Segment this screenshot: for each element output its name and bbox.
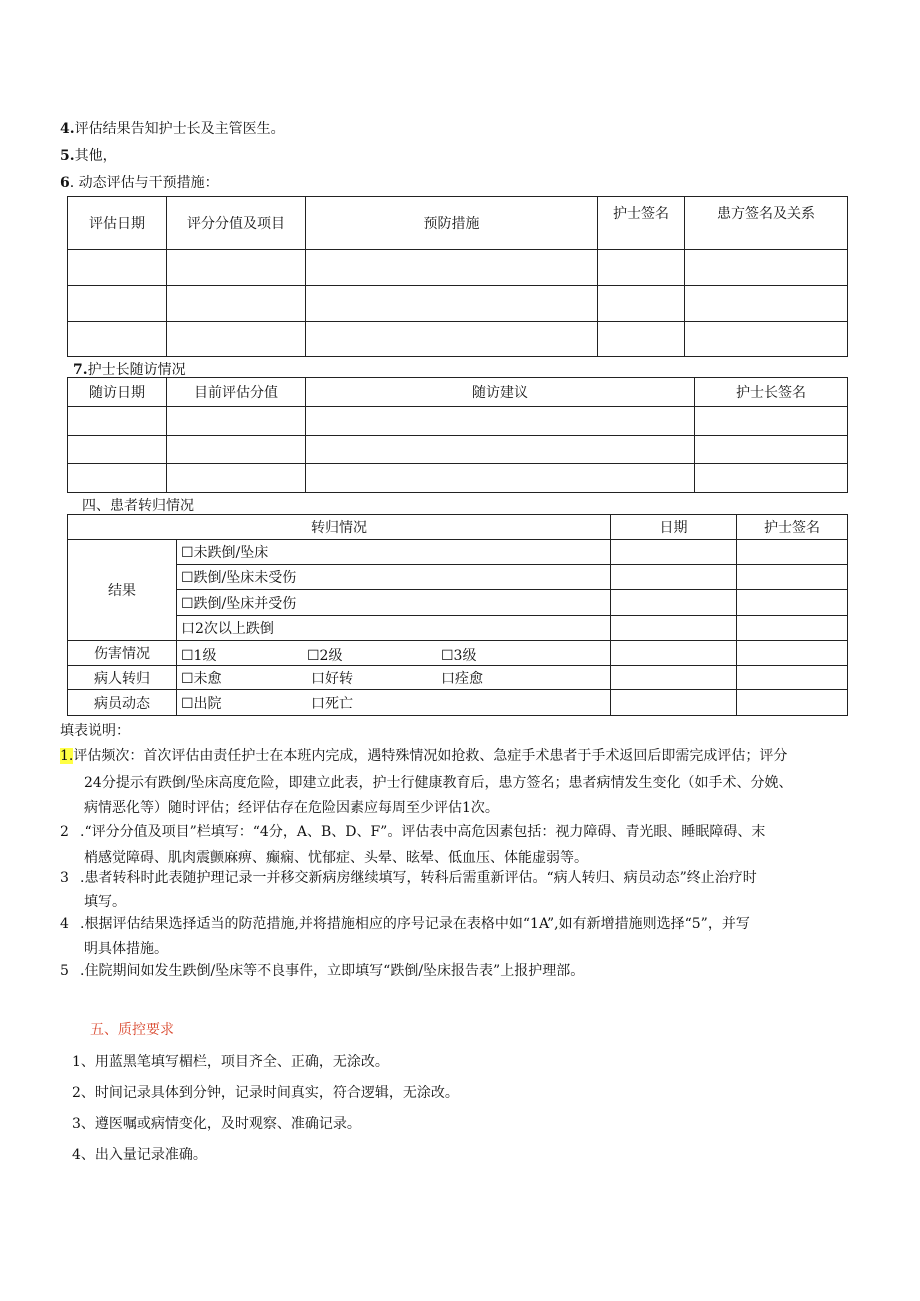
table-row <box>68 464 848 493</box>
cell[interactable] <box>695 436 848 464</box>
note-5-text-1: .住院期间如发生跌倒/坠床等不良事件，立即填写“跌倒/坠床报告表”上报护理部。 <box>80 963 585 979</box>
cell[interactable] <box>685 250 848 286</box>
header-current-score: 目前评估分值 <box>167 378 306 407</box>
cell[interactable] <box>167 250 306 286</box>
cell[interactable] <box>685 286 848 322</box>
cell[interactable] <box>737 616 848 641</box>
qc-title: 五、质控要求 <box>90 1022 174 1038</box>
cell[interactable] <box>68 436 167 464</box>
injury-label: 伤害情况 <box>68 641 177 666</box>
table-row <box>68 286 848 322</box>
note-4-line-1 <box>60 912 750 936</box>
injury-level-3[interactable]: ☐3级 <box>441 648 477 664</box>
cell[interactable] <box>306 250 598 286</box>
note-2-line-1 <box>60 820 765 844</box>
header-nurse-sign: 护士签名 <box>737 515 848 540</box>
note-5-num: 5 <box>60 963 69 979</box>
qc-item-3: 3、遵医嘱或病情变化，及时观察、准确记录。 <box>72 1116 361 1132</box>
table-row <box>68 322 848 357</box>
table-row <box>68 407 848 436</box>
cell[interactable] <box>306 322 598 357</box>
injury-level-2[interactable]: ☐2级 <box>307 648 343 664</box>
status-label: 病员动态 <box>68 690 177 716</box>
cell[interactable] <box>737 565 848 590</box>
cell[interactable] <box>167 436 306 464</box>
cell[interactable] <box>306 436 695 464</box>
note-1-num: 1. <box>60 748 74 764</box>
cell[interactable] <box>737 690 848 716</box>
note-3-num: 3 <box>60 870 69 886</box>
table-row <box>68 250 848 286</box>
result-multiple-falls[interactable]: 口2次以上跌倒 <box>177 616 611 641</box>
note-3-line-1 <box>60 866 757 890</box>
status-deceased[interactable]: 口死亡 <box>311 696 353 712</box>
header-followup-date: 随访日期 <box>68 378 167 407</box>
cell[interactable] <box>68 464 167 493</box>
item-5 <box>60 145 117 165</box>
outcome-improved[interactable]: 口好转 <box>311 671 353 687</box>
cell[interactable] <box>737 666 848 690</box>
note-2-num: 2 <box>60 824 69 840</box>
header-date: 日期 <box>611 515 737 540</box>
cell[interactable] <box>167 322 306 357</box>
note-3-line-2: 填写。 <box>84 894 126 910</box>
cell[interactable] <box>737 590 848 616</box>
cell[interactable] <box>167 464 306 493</box>
header-prevention: 预防措施 <box>306 197 598 250</box>
cell[interactable] <box>685 322 848 357</box>
item-4-text: 评估结果告知护士长及主管医生。 <box>74 121 285 137</box>
result-fallen-injured[interactable]: ☐跌倒/坠床并受伤 <box>177 590 611 616</box>
cell[interactable] <box>306 407 695 436</box>
cell[interactable] <box>611 540 737 565</box>
note-1-line-2: 24分提示有跌倒/坠床高度危险，即建立此表，护士行健康教育后，患方签名；患者病情发生变化（如手术、分娩、 <box>84 775 793 791</box>
cell[interactable] <box>598 322 685 357</box>
cell[interactable] <box>598 250 685 286</box>
followup-table <box>67 377 848 493</box>
cell[interactable] <box>598 286 685 322</box>
item-4-num: 4. <box>60 121 75 137</box>
note-4-text-1: .根据评估结果选择适当的防范措施,并将措施相应的序号记录在表格中如“1A”,如有新增措施则选择“5”，并写 <box>80 916 750 932</box>
status-options <box>177 690 611 716</box>
header-score-items: 评分分值及项目 <box>167 197 306 250</box>
status-discharged[interactable]: ☐出院 <box>181 696 222 712</box>
cell[interactable] <box>306 286 598 322</box>
cell[interactable] <box>737 641 848 666</box>
followup-title-text: 护士长随访情况 <box>87 362 186 378</box>
cell[interactable] <box>611 565 737 590</box>
qc-item-1: 1、用蓝黑笔填写楣栏，项目齐全、正确，无涂改。 <box>72 1054 389 1070</box>
result-not-fallen[interactable]: ☐未跌倒/坠床 <box>177 540 611 565</box>
cell[interactable] <box>68 407 167 436</box>
item-5-text: 其他， <box>74 148 117 164</box>
cell[interactable] <box>611 590 737 616</box>
cell[interactable] <box>68 286 167 322</box>
cell[interactable] <box>695 407 848 436</box>
note-1-line-3: 病情恶化等）随时评估；经评估存在危险因素应每周至少评估1次。 <box>84 800 499 816</box>
followup-title-num: 7. <box>73 362 88 378</box>
result-fallen-uninjured[interactable]: ☐跌倒/坠床未受伤 <box>177 565 611 590</box>
outcome-cured[interactable]: 口痊愈 <box>441 671 483 687</box>
cell[interactable] <box>737 540 848 565</box>
outcome-options <box>177 666 611 690</box>
item-4 <box>60 118 285 138</box>
outcome-not-cured[interactable]: ☐未愈 <box>181 671 222 687</box>
header-head-nurse-sign: 护士长签名 <box>695 378 848 407</box>
note-5-line-1 <box>60 959 584 983</box>
transfer-table <box>67 514 848 716</box>
cell[interactable] <box>167 286 306 322</box>
header-nurse-sign: 护士签名 <box>598 197 685 250</box>
cell[interactable] <box>611 666 737 690</box>
cell[interactable] <box>68 322 167 357</box>
header-followup-advice: 随访建议 <box>306 378 695 407</box>
header-eval-date: 评估日期 <box>68 197 167 250</box>
item-6-num: 6 <box>60 175 70 191</box>
note-1-line-1 <box>60 744 787 768</box>
item-5-num: 5. <box>60 148 75 164</box>
notes-title: 填表说明： <box>60 723 130 739</box>
cell[interactable] <box>306 464 695 493</box>
note-4-line-2: 明具体措施。 <box>84 941 168 957</box>
result-label: 结果 <box>68 540 177 641</box>
qc-item-2: 2、时间记录具体到分钟，记录时间真实，符合逻辑，无涂改。 <box>72 1085 459 1101</box>
note-3-text-1: .患者转科时此表随护理记录一并移交新病房继续填写，转科后需重新评估。“病人转归、病员动态”终止治疗时 <box>80 870 757 886</box>
dynamic-assessment-table <box>67 196 848 357</box>
cell[interactable] <box>695 464 848 493</box>
followup-title <box>73 359 186 379</box>
injury-level-1[interactable]: ☐1级 <box>181 648 217 664</box>
outcome-label: 病人转归 <box>68 666 177 690</box>
table-row <box>68 436 848 464</box>
cell[interactable] <box>167 407 306 436</box>
transfer-section-title: 四、患者转归情况 <box>82 498 194 514</box>
item-6-text: . 动态评估与干预措施： <box>69 175 219 191</box>
cell[interactable] <box>611 690 737 716</box>
cell[interactable] <box>611 641 737 666</box>
note-2-text-1: .“评分分值及项目”栏填写：“4分，A、B、D、F”。评估表中高危因素包括：视力障碍、青光眼、睡眠障碍、末 <box>80 824 766 840</box>
note-4-num: 4 <box>60 916 69 932</box>
note-2-line-2: 梢感觉障碍、肌肉震颤麻痹、癫痫、忧郁症、头晕、眩晕、低血压、体能虚弱等。 <box>84 850 588 866</box>
injury-options <box>177 641 611 666</box>
qc-item-4: 4、出入量记录准确。 <box>72 1147 207 1163</box>
note-1-text-1: 评估频次：首次评估由责任护士在本班内完成，遇特殊情况如抢救、急症手术患者于手术返回后即需完成评估；评分 <box>73 748 788 764</box>
header-transfer: 转归情况 <box>68 515 611 540</box>
cell[interactable] <box>611 616 737 641</box>
cell[interactable] <box>68 250 167 286</box>
header-patient-sign: 患方签名及关系 <box>685 197 848 250</box>
item-6 <box>60 172 219 192</box>
